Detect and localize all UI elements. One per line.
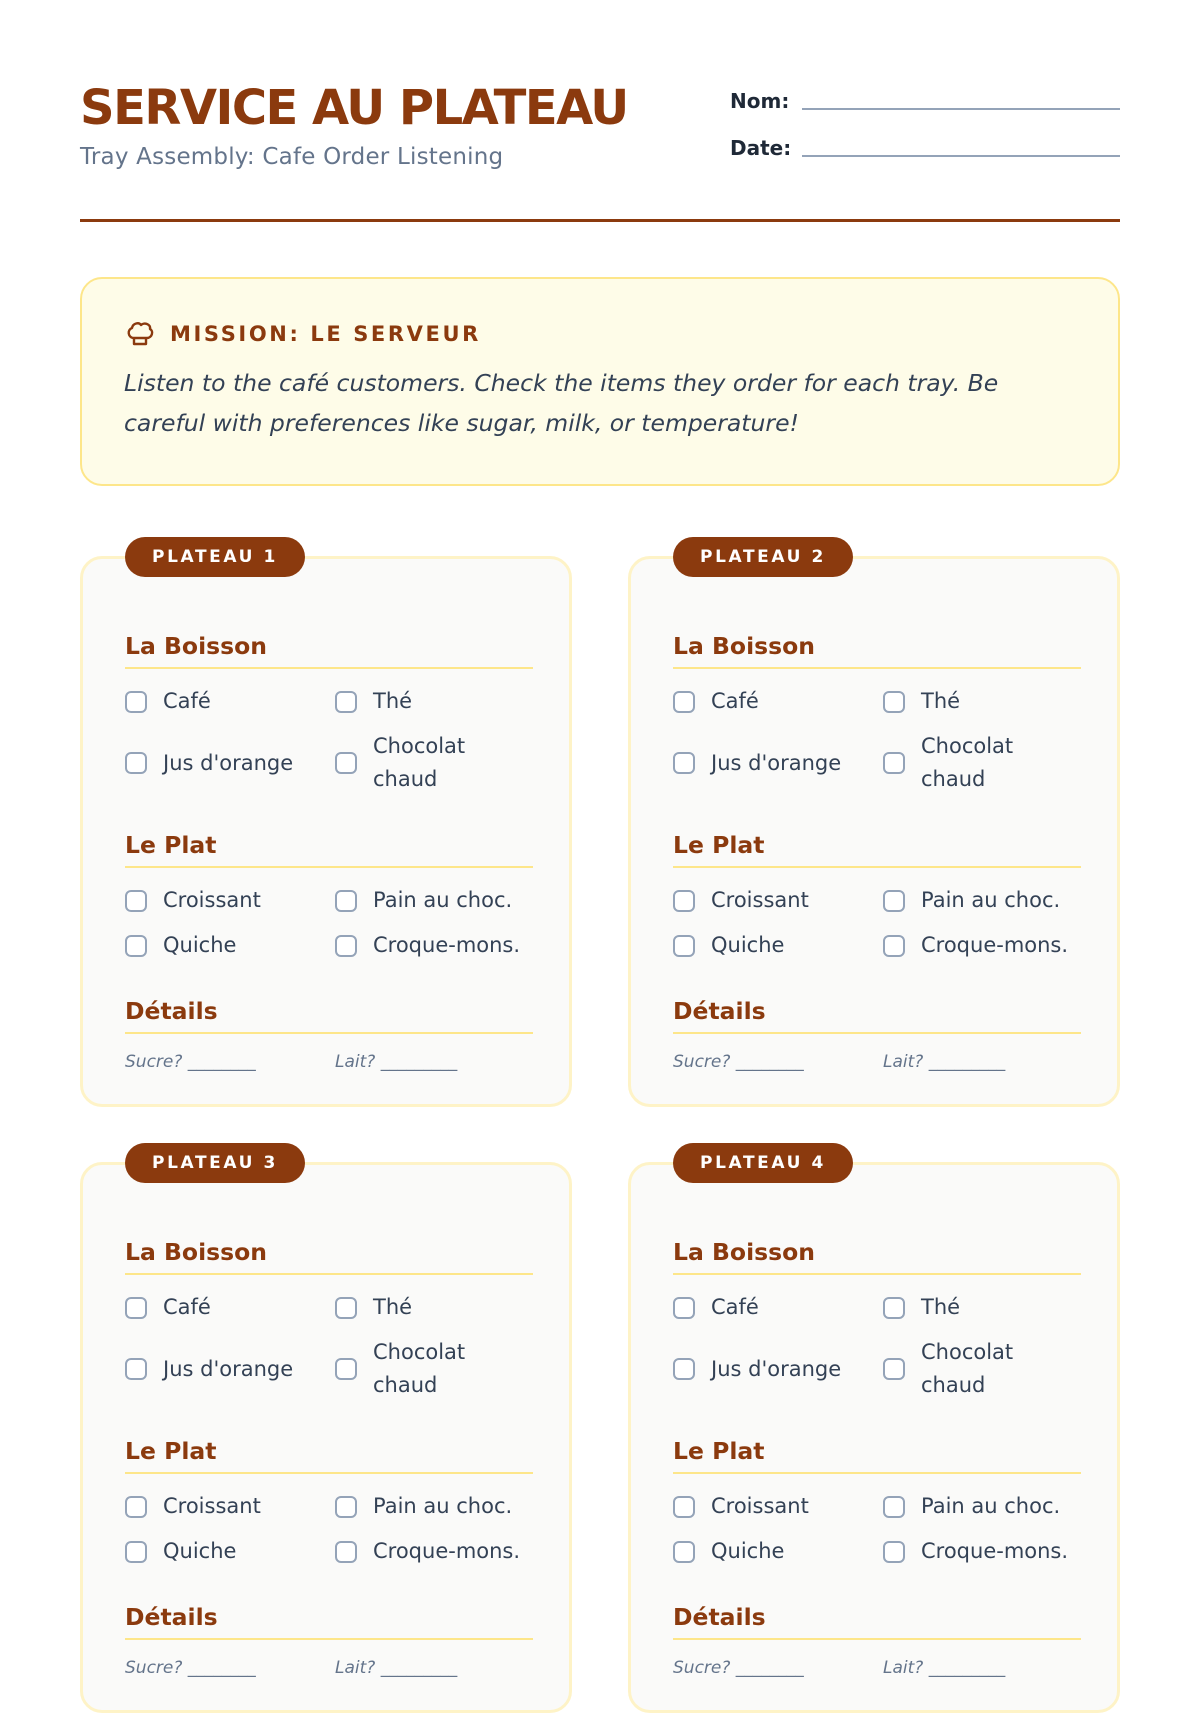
detail-blank[interactable]: Sucre? ________ <box>125 1052 256 1072</box>
drink-options <box>673 1291 1081 1402</box>
drink-section-title: La Boisson <box>673 631 1081 669</box>
tray-body <box>125 1237 533 1678</box>
tray-card <box>80 1153 572 1713</box>
detail-blank[interactable]: Sucre? ________ <box>673 1658 804 1678</box>
tray-body <box>125 631 533 1072</box>
checkbox[interactable] <box>883 1297 905 1319</box>
option-item[interactable] <box>883 884 1081 917</box>
mission-box <box>80 277 1120 486</box>
date-label: Date: <box>730 136 792 160</box>
option-label: Jus d'orange <box>163 750 294 775</box>
option-item[interactable] <box>335 1490 533 1523</box>
drink-options <box>125 1291 533 1402</box>
tray-badge: PLATEAU 1 <box>125 537 305 577</box>
option-item[interactable] <box>125 929 335 962</box>
option-item[interactable] <box>673 1336 883 1402</box>
option-label: Croque-mons. <box>373 1539 521 1563</box>
option-label: Chocolat chaud <box>373 734 466 791</box>
option-label: Pain au choc. <box>373 1494 513 1518</box>
checkbox[interactable] <box>883 1496 905 1518</box>
option-label: Croque-mons. <box>373 933 521 957</box>
option-item[interactable] <box>883 685 1081 718</box>
option-label: Chocolat chaud <box>921 1340 1014 1397</box>
header-divider <box>80 219 1120 222</box>
option-label: Pain au choc. <box>921 1494 1061 1518</box>
details-fields <box>125 1658 533 1678</box>
option-item[interactable] <box>883 1535 1081 1568</box>
food-options <box>673 1490 1081 1568</box>
food-section-title: Le Plat <box>125 830 533 868</box>
name-label: Nom: <box>730 89 790 113</box>
option-label: Croissant <box>163 888 261 912</box>
date-line[interactable] <box>802 155 1120 157</box>
checkbox[interactable] <box>335 1297 357 1319</box>
food-section-title: Le Plat <box>673 1436 1081 1474</box>
checkbox[interactable] <box>125 1496 147 1518</box>
mission-title: MISSION: LE SERVEUR <box>170 322 481 346</box>
option-item[interactable] <box>335 1535 533 1568</box>
option-label: Croque-mons. <box>921 1539 1069 1563</box>
checkbox[interactable] <box>335 1541 357 1563</box>
detail-blank[interactable]: Lait? _________ <box>883 1052 1006 1072</box>
food-options <box>125 884 533 962</box>
option-label: Croissant <box>711 1494 809 1518</box>
option-label: Pain au choc. <box>373 888 513 912</box>
option-label: Chocolat chaud <box>373 1340 466 1397</box>
tray-badge: PLATEAU 4 <box>673 1143 853 1183</box>
option-label: Quiche <box>711 1539 785 1563</box>
checkbox[interactable] <box>335 752 357 774</box>
drink-options <box>673 685 1081 796</box>
details-section-title: Détails <box>673 996 1081 1034</box>
option-item[interactable] <box>125 1291 335 1324</box>
detail-blank[interactable]: Lait? _________ <box>335 1658 458 1678</box>
option-item[interactable] <box>883 1291 1081 1324</box>
tray-card <box>80 547 572 1107</box>
option-item[interactable] <box>125 884 335 917</box>
chef-hat-icon <box>124 318 156 350</box>
detail-blank[interactable]: Sucre? ________ <box>125 1658 256 1678</box>
option-label: Croissant <box>711 888 809 912</box>
date-field-row <box>730 130 1120 160</box>
checkbox[interactable] <box>335 1358 357 1380</box>
tray-badge: PLATEAU 2 <box>673 537 853 577</box>
student-fields <box>730 83 1120 177</box>
option-label: Quiche <box>163 1539 237 1563</box>
tray-body <box>673 631 1081 1072</box>
option-label: Quiche <box>711 933 785 957</box>
option-item[interactable] <box>125 1535 335 1568</box>
mission-instructions: Listen to the café customers. Check the items they order for each tray. Be careful with preferences like sugar, milk, or temperature! <box>124 369 999 437</box>
checkbox[interactable] <box>673 935 695 957</box>
option-label: Jus d'orange <box>163 1356 294 1381</box>
drink-section-title: La Boisson <box>125 631 533 669</box>
checkbox[interactable] <box>883 752 905 774</box>
tray-badge: PLATEAU 3 <box>125 1143 305 1183</box>
detail-blank[interactable]: Lait? _________ <box>883 1658 1006 1678</box>
option-label: Café <box>163 689 211 713</box>
details-fields <box>673 1052 1081 1072</box>
option-item[interactable] <box>335 884 533 917</box>
option-label: Jus d'orange <box>711 750 842 775</box>
option-item[interactable] <box>335 1291 533 1324</box>
detail-blank[interactable]: Sucre? ________ <box>673 1052 804 1072</box>
food-section-title: Le Plat <box>673 830 1081 868</box>
option-label: Chocolat chaud <box>921 734 1014 791</box>
option-item[interactable] <box>673 929 883 962</box>
option-item[interactable] <box>883 1336 1081 1402</box>
checkbox[interactable] <box>883 935 905 957</box>
checkbox[interactable] <box>883 1358 905 1380</box>
checkbox[interactable] <box>883 890 905 912</box>
checkbox[interactable] <box>883 691 905 713</box>
checkbox[interactable] <box>335 1496 357 1518</box>
checkbox[interactable] <box>125 1297 147 1319</box>
checkbox[interactable] <box>673 752 695 774</box>
drink-section-title: La Boisson <box>125 1237 533 1275</box>
page-subtitle: Tray Assembly: Cafe Order Listening <box>80 144 504 170</box>
worksheet-header <box>80 80 1120 170</box>
name-line[interactable] <box>802 108 1120 110</box>
option-label: Thé <box>373 1295 413 1319</box>
option-item[interactable] <box>673 685 883 718</box>
option-label: Quiche <box>163 933 237 957</box>
option-item[interactable] <box>335 1336 533 1402</box>
checkbox[interactable] <box>335 691 357 713</box>
option-label: Croissant <box>163 1494 261 1518</box>
option-label: Thé <box>921 1295 961 1319</box>
checkbox[interactable] <box>125 890 147 912</box>
option-label: Thé <box>921 689 961 713</box>
option-item[interactable] <box>335 685 533 718</box>
option-item[interactable] <box>673 1291 883 1324</box>
page-title: SERVICE AU PLATEAU <box>80 80 628 136</box>
drink-options <box>125 685 533 796</box>
option-item[interactable] <box>673 730 883 796</box>
option-label: Thé <box>373 689 413 713</box>
option-label: Café <box>711 1295 759 1319</box>
option-label: Café <box>711 689 759 713</box>
tray-body <box>673 1237 1081 1678</box>
name-field-row <box>730 83 1120 113</box>
food-options <box>673 884 1081 962</box>
checkbox[interactable] <box>673 1297 695 1319</box>
option-item[interactable] <box>335 730 533 796</box>
checkbox[interactable] <box>883 1541 905 1563</box>
checkbox[interactable] <box>125 691 147 713</box>
details-fields <box>673 1658 1081 1678</box>
option-item[interactable] <box>125 1336 335 1402</box>
tray-card <box>628 1153 1120 1713</box>
option-label: Pain au choc. <box>921 888 1061 912</box>
checkbox[interactable] <box>673 1541 695 1563</box>
option-item[interactable] <box>673 1535 883 1568</box>
option-item[interactable] <box>125 730 335 796</box>
option-item[interactable] <box>883 730 1081 796</box>
option-label: Café <box>163 1295 211 1319</box>
drink-section-title: La Boisson <box>673 1237 1081 1275</box>
option-label: Jus d'orange <box>711 1356 842 1381</box>
details-section-title: Détails <box>673 1602 1081 1640</box>
checkbox[interactable] <box>125 1541 147 1563</box>
option-label: Croque-mons. <box>921 933 1069 957</box>
checkbox[interactable] <box>335 890 357 912</box>
checkbox[interactable] <box>335 935 357 957</box>
option-item[interactable] <box>883 929 1081 962</box>
mission-header <box>124 319 1078 349</box>
checkbox[interactable] <box>125 935 147 957</box>
option-item[interactable] <box>125 685 335 718</box>
option-item[interactable] <box>883 1490 1081 1523</box>
option-item[interactable] <box>335 929 533 962</box>
details-fields <box>125 1052 533 1072</box>
food-section-title: Le Plat <box>125 1436 533 1474</box>
checkbox[interactable] <box>125 1358 147 1380</box>
option-item[interactable] <box>673 884 883 917</box>
checkbox[interactable] <box>673 691 695 713</box>
tray-card <box>628 547 1120 1107</box>
checkbox[interactable] <box>673 1358 695 1380</box>
food-options <box>125 1490 533 1568</box>
option-item[interactable] <box>125 1490 335 1523</box>
checkbox[interactable] <box>125 752 147 774</box>
option-item[interactable] <box>673 1490 883 1523</box>
details-section-title: Détails <box>125 1602 533 1640</box>
checkbox[interactable] <box>673 890 695 912</box>
detail-blank[interactable]: Lait? _________ <box>335 1052 458 1072</box>
checkbox[interactable] <box>673 1496 695 1518</box>
details-section-title: Détails <box>125 996 533 1034</box>
